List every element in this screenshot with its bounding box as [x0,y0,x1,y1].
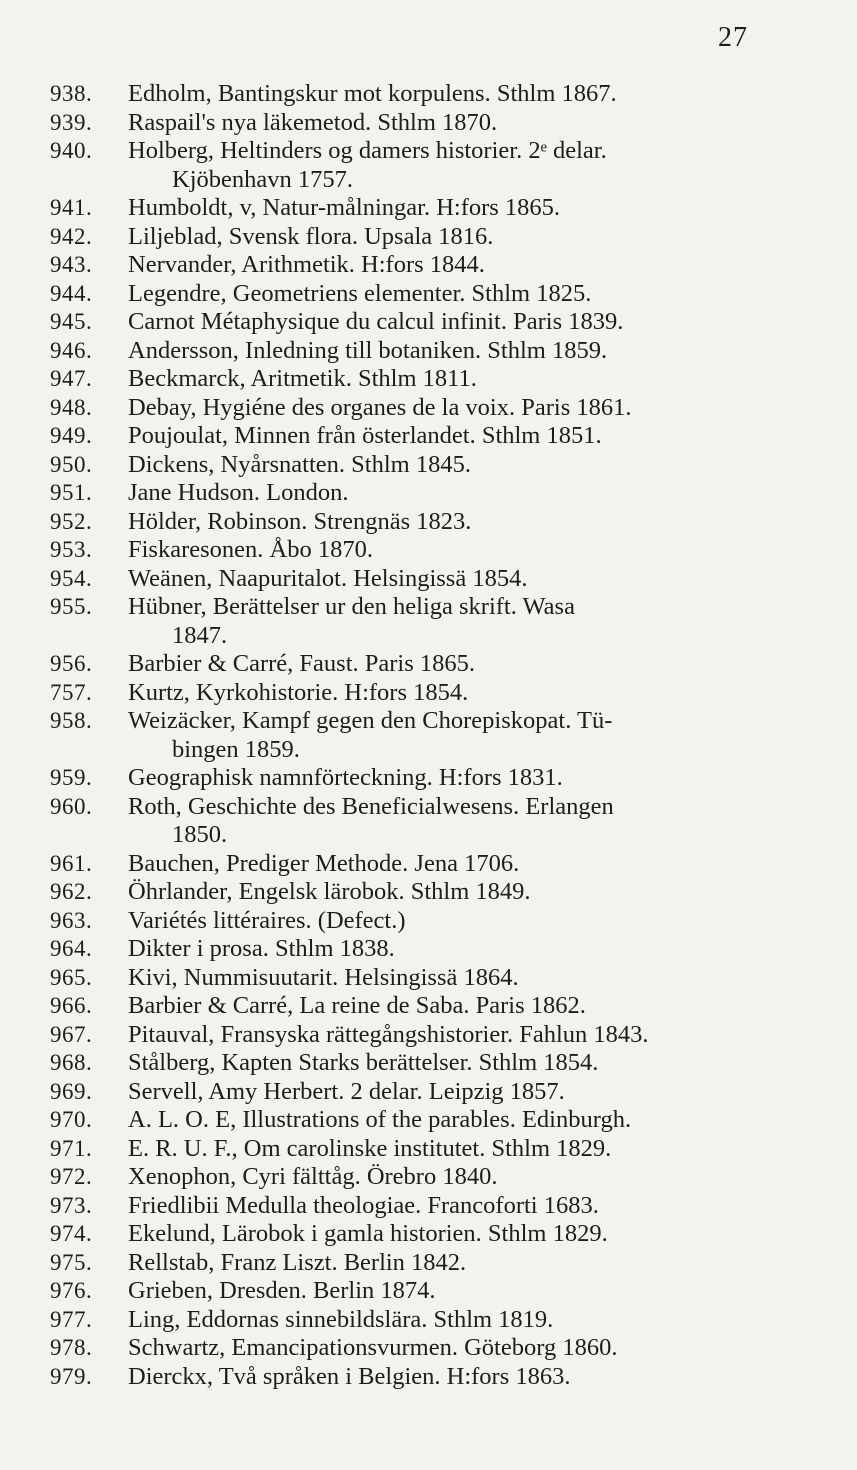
entry-title: Barbier & Carré, Faust. Paris 1865. [128,650,476,677]
catalog-entry [0,508,857,537]
entry-text [122,878,788,907]
entry-number: 965. [50,964,93,990]
catalog-entry [0,1306,857,1335]
entry-title: Ekelund, Lärobok i gamla historien. Sthlm 1829. [128,1220,608,1247]
entry-text [122,365,788,394]
entry-text [122,1021,788,1050]
entry-number: 951. [50,480,93,505]
catalog-entry [0,992,857,1021]
entry-title: Raspail's nya läkemetod. Sthlm 1870. [128,108,498,136]
catalog-entry [0,1249,857,1278]
entry-number: 953. [50,537,93,562]
entry-number: 976. [50,1278,93,1303]
entry-number: 970. [50,1107,93,1132]
entry-text [122,593,788,650]
catalog-entry [0,1334,857,1363]
entry-title: Xenophon, Cyri fälttåg. Örebro 1840. [128,1163,498,1190]
entry-text [122,1163,788,1192]
entry-text [122,650,788,679]
entry-continuation: Kjöbenhavn 1757. [172,165,353,193]
entry-text [122,1363,788,1392]
entry-text [122,394,788,423]
entry-text [122,194,788,223]
entry-number: 972. [50,1164,93,1189]
entry-text [122,793,788,850]
catalog-entry [0,80,857,109]
entry-title: Geographisk namnförteckning. H:fors 1831. [128,764,563,791]
entry-text [122,1135,788,1164]
entry-number: 954. [50,565,93,591]
entry-number: 940. [50,138,93,163]
entry-title: E. R. U. F., Om carolinske institutet. Sthlm 1829. [128,1134,612,1162]
entry-text [122,308,788,337]
entry-title: Bauchen, Prediger Methode. Jena 1706. [128,849,520,877]
entry-number: 952. [50,508,93,534]
entry-text [122,992,788,1021]
catalog-entry [0,280,857,309]
entry-number: 966. [50,993,93,1018]
entry-title: Ling, Eddornas sinnebildslära. Sthlm 1819. [128,1305,554,1333]
catalog-entry [0,536,857,565]
entry-number: 938. [50,81,93,106]
entry-number: 950. [50,451,93,477]
catalog-entry [0,308,857,337]
catalog-entry [0,251,857,280]
entry-continuation: 1850. [172,821,228,848]
entry-text [122,109,788,138]
entry-text [122,337,788,366]
catalog-entry [0,679,857,708]
entry-title: Debay, Hygiéne des organes de la voix. Paris 1861. [128,393,632,421]
catalog-entry [0,1192,857,1221]
entry-title: Beckmarck, Aritmetik. Sthlm 1811. [128,365,477,392]
entry-number: 962. [50,879,93,904]
entry-number: 942. [50,223,93,249]
entry-text [122,451,788,480]
catalog-entry [0,451,857,480]
entry-text [122,907,788,936]
entry-title: Servell, Amy Herbert. 2 delar. Leipzig 1857. [128,1077,565,1105]
entry-number: 945. [50,309,93,334]
entry-text [122,1306,788,1335]
entry-title: Weizäcker, Kampf gegen den Chorepiskopat. Tü- [128,707,613,734]
entry-number: 977. [50,1306,93,1332]
catalog-entry [0,593,857,650]
catalog-entry [0,1021,857,1050]
entry-text [122,935,788,964]
entry-number: 960. [50,793,93,819]
entry-text [122,1277,788,1306]
entry-text [122,280,788,309]
entry-text [122,536,788,565]
catalog-entry [0,1078,857,1107]
entry-title: Hübner, Berättelser ur den heliga skrift. Wasa [128,593,575,620]
entry-title: Andersson, Inledning till botaniken. Sthlm 1859. [128,336,608,364]
entry-number: 946. [50,337,93,363]
entry-text [122,565,788,594]
catalog-entry-list [0,80,857,1391]
entry-number: 963. [50,907,93,933]
catalog-entry [0,422,857,451]
catalog-entry [0,793,857,850]
entry-number: 757. [50,679,93,705]
entry-title: Dickens, Nyårsnatten. Sthlm 1845. [128,450,471,478]
catalog-entry [0,394,857,423]
entry-title: Schwartz, Emancipationsvurmen. Göteborg 1860. [128,1334,618,1361]
entry-text [122,422,788,451]
entry-title: Liljeblad, Svensk flora. Upsala 1816. [128,222,494,250]
entry-title: Nervander, Arithmetik. H:fors 1844. [128,251,485,278]
catalog-entry [0,1220,857,1249]
entry-title: Stålberg, Kapten Starks berättelser. Sthlm 1854. [128,1049,599,1076]
entry-number: 967. [50,1021,93,1047]
catalog-entry [0,935,857,964]
entry-number: 959. [50,765,93,790]
catalog-entry [0,565,857,594]
entry-text [122,850,788,879]
entry-text [122,479,788,508]
entry-title: Weänen, Naapuritalot. Helsingissä 1854. [128,564,528,592]
entry-number: 975. [50,1249,93,1275]
catalog-entry [0,707,857,764]
entry-text [122,1106,788,1135]
entry-number: 978. [50,1335,93,1360]
entry-text [122,508,788,537]
entry-title: Variétés littéraires. (Defect.) [128,906,406,934]
entry-number: 944. [50,280,93,306]
entry-number: 947. [50,366,93,391]
entry-title: Carnot Métaphysique du calcul infinit. Paris 1839. [128,308,624,335]
entry-text [122,1049,788,1078]
entry-text [122,137,788,194]
entry-number: 961. [50,850,93,876]
entry-text [122,1192,788,1221]
catalog-entry [0,109,857,138]
entry-title: Fiskaresonen. Åbo 1870. [128,536,373,563]
catalog-entry [0,1163,857,1192]
entry-text [122,1334,788,1363]
entry-number: 949. [50,423,93,448]
entry-title: Dikter i prosa. Sthlm 1838. [128,935,395,962]
entry-text [122,964,788,993]
entry-number: 955. [50,594,93,619]
entry-number: 939. [50,109,93,135]
catalog-entry [0,479,857,508]
catalog-entry [0,764,857,793]
entry-title: Barbier & Carré, La reine de Saba. Paris 1862. [128,992,586,1019]
entry-title: Öhrlander, Engelsk lärobok. Sthlm 1849. [128,878,531,905]
catalog-entry [0,964,857,993]
catalog-entry [0,650,857,679]
entry-title: Dierckx, Två språken i Belgien. H:fors 1863. [128,1362,571,1390]
entry-title: Friedlibii Medulla theologiae. Francoforti 1683. [128,1191,599,1219]
entry-number: 968. [50,1050,93,1075]
catalog-entry [0,850,857,879]
entry-number: 969. [50,1078,93,1104]
entry-text [122,1078,788,1107]
catalog-entry [0,223,857,252]
entry-number: 956. [50,651,93,676]
entry-text [122,80,788,109]
entry-number: 979. [50,1363,93,1389]
entry-title: Pitauval, Fransyska rättegångshistorier. Fahlun 1843. [128,1020,649,1048]
entry-number: 974. [50,1221,93,1246]
entry-title: Rellstab, Franz Liszt. Berlin 1842. [128,1248,467,1276]
catalog-entry [0,907,857,936]
entry-title: Roth, Geschichte des Beneficialwesens. Erlangen [128,792,614,820]
entry-title: Kivi, Nummisuutarit. Helsingissä 1864. [128,963,519,991]
entry-number: 958. [50,708,93,733]
catalog-entry [0,137,857,194]
entry-text [122,1249,788,1278]
entry-number: 948. [50,394,93,420]
entry-number: 943. [50,252,93,277]
entry-number: 971. [50,1135,93,1161]
entry-continuation: bingen 1859. [172,735,300,763]
catalog-entry [0,1106,857,1135]
entry-title: Holberg, Heltinders og damers historier. 2ᵉ delar. [128,137,607,164]
entry-number: 964. [50,936,93,961]
entry-title: Hölder, Robinson. Strengnäs 1823. [128,507,472,535]
catalog-entry [0,1135,857,1164]
entry-title: Grieben, Dresden. Berlin 1874. [128,1277,436,1304]
entry-title: Humboldt, v, Natur-målningar. H:fors 1865. [128,194,561,221]
entry-text [122,251,788,280]
entry-text [122,679,788,708]
entry-text [122,707,788,764]
catalog-entry [0,365,857,394]
entry-title: Legendre, Geometriens elementer. Sthlm 1825. [128,279,592,307]
catalog-entry [0,1277,857,1306]
entry-text [122,1220,788,1249]
entry-title: Jane Hudson. London. [128,479,349,506]
entry-number: 973. [50,1192,93,1218]
entry-continuation: 1847. [172,621,228,649]
entry-text [122,764,788,793]
catalog-entry [0,194,857,223]
page-number: 27 [718,22,748,53]
entry-title: Kurtz, Kyrkohistorie. H:fors 1854. [128,678,469,706]
catalog-entry [0,337,857,366]
catalog-entry [0,878,857,907]
entry-title: A. L. O. E, Illustrations of the parables. Edinburgh. [128,1106,632,1133]
entry-number: 941. [50,195,93,220]
catalog-entry [0,1049,857,1078]
entry-title: Poujoulat, Minnen från österlandet. Sthlm 1851. [128,422,602,449]
catalog-entry [0,1363,857,1392]
entry-text [122,223,788,252]
entry-title: Edholm, Bantingskur mot korpulens. Sthlm 1867. [128,80,617,107]
